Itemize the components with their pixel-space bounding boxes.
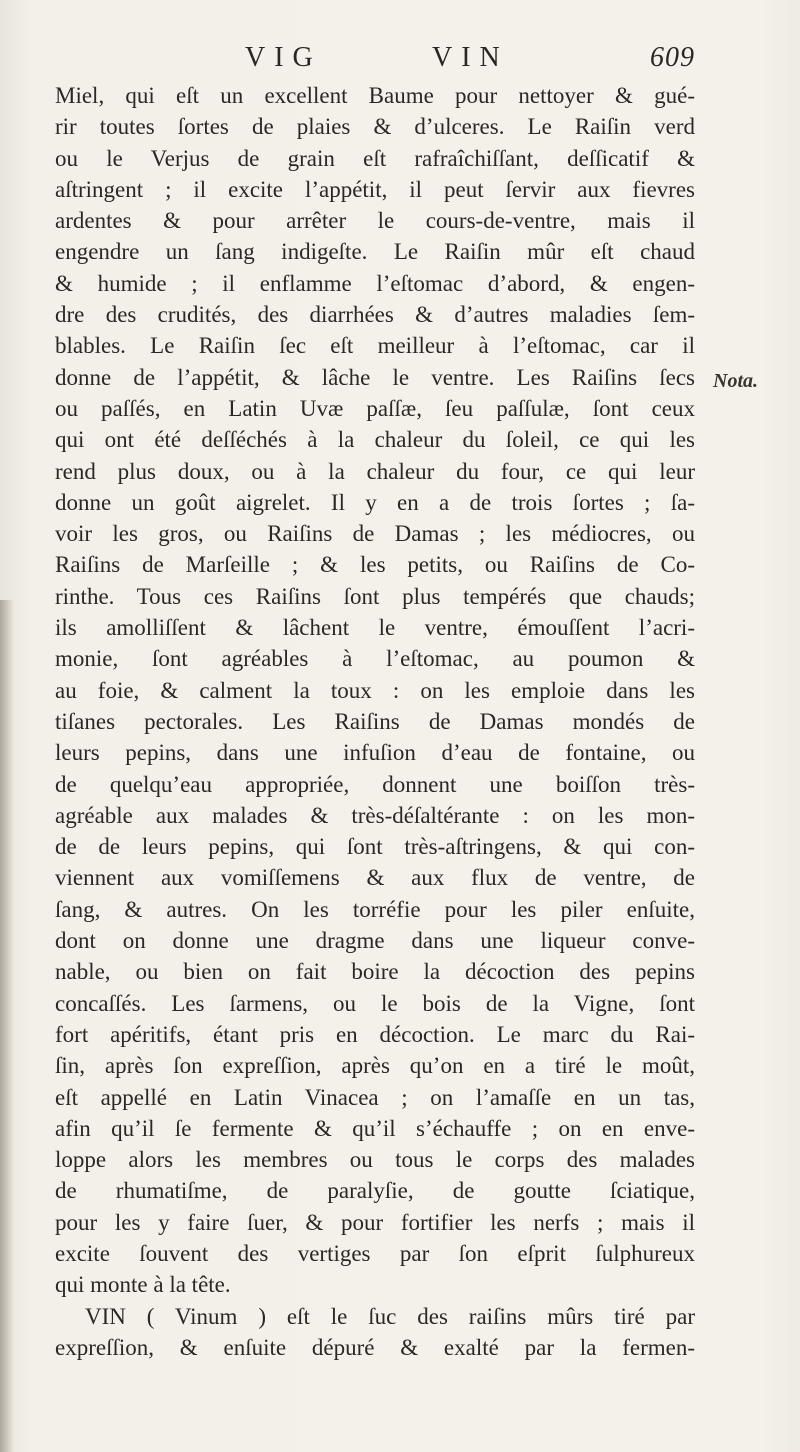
text-line: eſt appellé en Latin Vinacea ; on l’amaſſe en un tas, bbox=[55, 1084, 695, 1110]
text-line: tiſanes pectorales. Les Raiſins de Damas mondés de bbox=[55, 708, 695, 734]
text-line: Miel, qui eſt un excellent Baume pour nettoyer & gué- bbox=[55, 83, 695, 108]
text-line: Raiſins de Marſeille ; & les petits, ou Raiſins de Co- bbox=[55, 552, 695, 578]
text-line: nable, ou bien on fait boire la décoction des pepins bbox=[55, 959, 695, 985]
text-line: concaſſés. Les ſarmens, ou le bois de la Vigne, ſont bbox=[55, 990, 695, 1016]
text-line: fort apéritifs, étant pris en décoction. Le marc du Rai- bbox=[55, 1021, 695, 1047]
text-line: donne un goût aigrelet. Il y en a de trois ſortes ; ſa- bbox=[55, 489, 695, 515]
text-line: ou le Verjus de grain eſt rafraîchiſſant, deſſicatif & bbox=[55, 145, 695, 171]
text-line: rend plus doux, ou à la chaleur du four, ce qui leur bbox=[55, 458, 695, 484]
text-line: loppe alors les membres ou tous le corps des malades bbox=[55, 1147, 695, 1173]
header-left: VIG bbox=[245, 42, 322, 73]
text-line: voir les gros, ou Raiſins de Damas ; les médiocres, ou bbox=[55, 521, 695, 547]
text-line: donne de l’appétit, & lâche le ventre. Les Raiſins ſecs bbox=[55, 364, 695, 390]
text-line: pour les y faire ſuer, & pour fortifier les nerfs ; mais il bbox=[55, 1209, 695, 1235]
text-line: leurs pepins, dans une infuſion d’eau de fontaine, ou bbox=[55, 740, 695, 766]
body-text bbox=[55, 80, 695, 1363]
running-header bbox=[0, 42, 800, 82]
text-line: au foie, & calment la toux : on les emploie dans les bbox=[55, 677, 695, 703]
page-number: 609 bbox=[650, 42, 695, 73]
text-line: afin qu’il ſe fermente & qu’il s’échauffe ; on en enve- bbox=[55, 1115, 695, 1141]
text-line: dre des crudités, des diarrhées & d’autres maladies ſem- bbox=[55, 302, 695, 328]
text-line: de de leurs pepins, qui ſont très-aſtringens, & qui con- bbox=[55, 834, 695, 860]
text-line: qui monte à la tête. bbox=[55, 1272, 231, 1298]
text-line: aſtringent ; il excite l’appétit, il peut ſervir aux fievres bbox=[55, 176, 695, 202]
text-line: & humide ; il enflamme l’eſtomac d’abord, & engen- bbox=[55, 270, 695, 296]
text-line: ardentes & pour arrêter le cours-de-ventre, mais il bbox=[55, 208, 695, 234]
text-line: ſin, après ſon expreſſion, après qu’on en a tiré le moût, bbox=[55, 1053, 695, 1079]
text-line: monie, ſont agréables à l’eſtomac, au poumon & bbox=[55, 646, 695, 672]
text-line: blables. Le Raiſin ſec eſt meilleur à l’eſtomac, car il bbox=[55, 333, 695, 359]
text-line: expreſſion, & enſuite dépuré & exalté par la fermen- bbox=[55, 1334, 695, 1360]
text-line: rinthe. Tous ces Raiſins ſont plus tempérés que chauds; bbox=[55, 583, 695, 609]
text-line: ou paſſés, en Latin Uvæ paſſæ, ſeu paſſulæ, ſont ceux bbox=[55, 395, 695, 421]
text-line: dont on donne une dragme dans une liqueur conve- bbox=[55, 928, 695, 954]
text-line: ſang, & autres. On les torréfie pour les piler enſuite, bbox=[55, 896, 695, 922]
text-line: de rhumatiſme, de paralyſie, de goutte ſciatique, bbox=[55, 1178, 695, 1204]
text-line: viennent aux vomiſſemens & aux flux de ventre, de bbox=[55, 865, 695, 891]
header-center: VIN bbox=[432, 42, 509, 73]
text-line: qui ont été deſſéchés à la chaleur du ſoleil, ce qui les bbox=[55, 427, 695, 453]
text-line: de quelqu’eau appropriée, donnent une boiſſon très- bbox=[55, 771, 695, 797]
gutter-shadow bbox=[0, 600, 14, 1452]
text-line: VIN ( Vinum ) eſt le ſuc des raiſins mûrs tiré par bbox=[85, 1303, 695, 1329]
text-line: excite ſouvent des vertiges par ſon eſprit ſulphureux bbox=[55, 1240, 695, 1266]
text-line: rir toutes ſortes de plaies & d’ulceres. Le Raiſin verd bbox=[55, 114, 695, 140]
text-line: agréable aux malades & très-déſaltérante : on les mon- bbox=[55, 802, 695, 828]
text-line: ils amolliſſent & lâchent le ventre, émouſſent l’acri- bbox=[55, 615, 695, 641]
margin-note: Nota. bbox=[713, 370, 758, 392]
text-line: engendre un ſang indigeſte. Le Raiſin mûr eſt chaud bbox=[55, 239, 695, 265]
